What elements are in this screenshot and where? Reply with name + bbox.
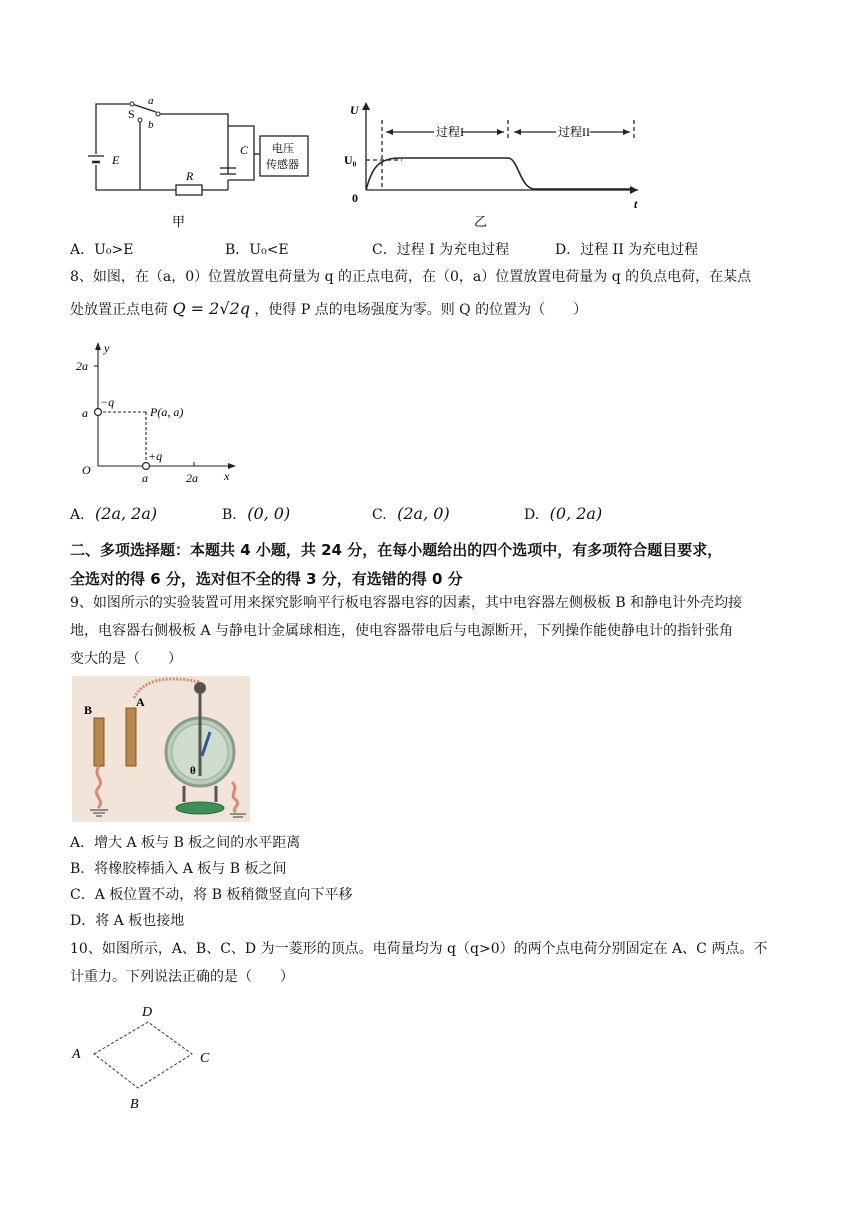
- sensor-label-2: 传感器: [266, 159, 299, 171]
- q8-option-b: B. (0, 0): [222, 504, 291, 523]
- plate-b-label: B: [84, 703, 93, 717]
- negative-charge-label: −q: [100, 395, 115, 409]
- x-axis-label: x: [224, 469, 230, 483]
- q9-option-c: C．A 板位置不动，将 B 板稍微竖直向下平移: [70, 887, 353, 903]
- q10-stem-line-2: 计重力。下列说法正确的是（ ）: [70, 969, 294, 985]
- q7-option-c: C．过程 I 为充电过程: [372, 242, 510, 258]
- section-2-heading-line-1: 二、多项选择题：本题共 4 小题，共 24 分，在每小题给出的四个选项中，有多项符合题目要求，: [70, 541, 723, 559]
- vertex-c-label: C: [200, 1051, 210, 1066]
- q9-option-d: D．将 A 板也接地: [70, 913, 185, 929]
- q9-option-b: B．将橡胶棒插入 A 板与 B 板之间: [70, 861, 287, 877]
- t-axis-label: t: [634, 197, 638, 211]
- vertex-b-label: B: [130, 1097, 139, 1112]
- q10-stem-line-1: 10、如图所示，A、B、C、D 为一菱形的顶点。电荷量均为 q（q>0）的两个点电荷分别固定在 A、C 两点。不: [70, 941, 768, 957]
- q7-figure-jia: [78, 92, 318, 232]
- origin-label: O: [82, 463, 91, 477]
- q8-stem-line-1: 8、如图，在（a，0）位置放置电荷量为 q 的正点电荷，在（0，a）位置放置电荷量为 q 的负点电荷，在某点: [70, 269, 752, 285]
- q8-stem-line-2: [70, 299, 588, 318]
- positive-charge-label: +q: [148, 449, 163, 463]
- u0-label: U₀: [344, 153, 357, 167]
- switch-label: S: [128, 107, 135, 121]
- q8-stem-post: ，使得 P 点的电场强度为零。则 Q 的位置为（ ）: [254, 302, 588, 318]
- q7-option-b: B．U₀<E: [225, 242, 289, 258]
- x-tick-2a: 2a: [186, 471, 198, 485]
- origin-label: 0: [352, 191, 358, 205]
- plate-a-label: A: [136, 695, 145, 709]
- figure-caption-yi: 乙: [474, 214, 488, 229]
- u-axis-label: U: [350, 103, 359, 117]
- process-1-label: 过程I: [436, 125, 464, 139]
- q8-stem-pre: 处放置正点电荷: [70, 302, 168, 318]
- theta-label: θ: [190, 765, 196, 777]
- q7-figure-yi: [338, 98, 648, 234]
- q9-stem-line-3: 变大的是（ ）: [70, 651, 182, 667]
- q7-option-a: A．U₀>E: [70, 242, 134, 258]
- process-2-label: 过程II: [558, 125, 590, 139]
- section-2-heading-line-2: 全选对的得 6 分，选对但不全的得 3 分，有选错的得 0 分: [70, 570, 463, 588]
- switch-a-label: a: [148, 95, 154, 107]
- q9-electroscope-photo: [72, 676, 250, 822]
- capacitor-label: C: [240, 143, 249, 157]
- switch-b-label: b: [148, 119, 154, 131]
- point-p-label: P(a, a): [150, 405, 184, 419]
- figure-caption-jia: 甲: [172, 214, 186, 229]
- x-tick-a: a: [142, 471, 148, 485]
- q8-formula: Q = 2√2q: [172, 299, 250, 318]
- y-tick-2a: 2a: [76, 359, 88, 373]
- y-tick-a: a: [82, 406, 88, 420]
- q10-rhombus-figure: [66, 998, 226, 1116]
- q9-option-a: A．增大 A 板与 B 板之间的水平距离: [70, 835, 301, 851]
- q9-stem-line-2: 地，电容器右侧极板 A 与静电计金属球相连，使电容器带电后与电源断开，下列操作能使静电计的指针张角: [70, 623, 734, 639]
- q8-option-a: A. (2a, 2a): [70, 504, 158, 523]
- vertex-d-label: D: [142, 1005, 153, 1020]
- q8-option-c: C. (2a, 0): [372, 504, 450, 523]
- q8-option-d: D. (0, 2a): [524, 504, 603, 523]
- emf-label: E: [112, 153, 120, 167]
- vertex-a-label: A: [72, 1047, 81, 1062]
- q8-coordinate-figure: [74, 338, 244, 488]
- q7-option-d: D．过程 II 为充电过程: [555, 242, 699, 258]
- q9-stem-line-1: 9、如图所示的实验装置可用来探究影响平行板电容器电容的因素，其中电容器左侧极板 B 和静电计外壳均接: [70, 595, 743, 611]
- resistor-label: R: [186, 169, 194, 183]
- y-axis-label: y: [104, 341, 110, 355]
- sensor-label-1: 电压: [272, 143, 294, 155]
